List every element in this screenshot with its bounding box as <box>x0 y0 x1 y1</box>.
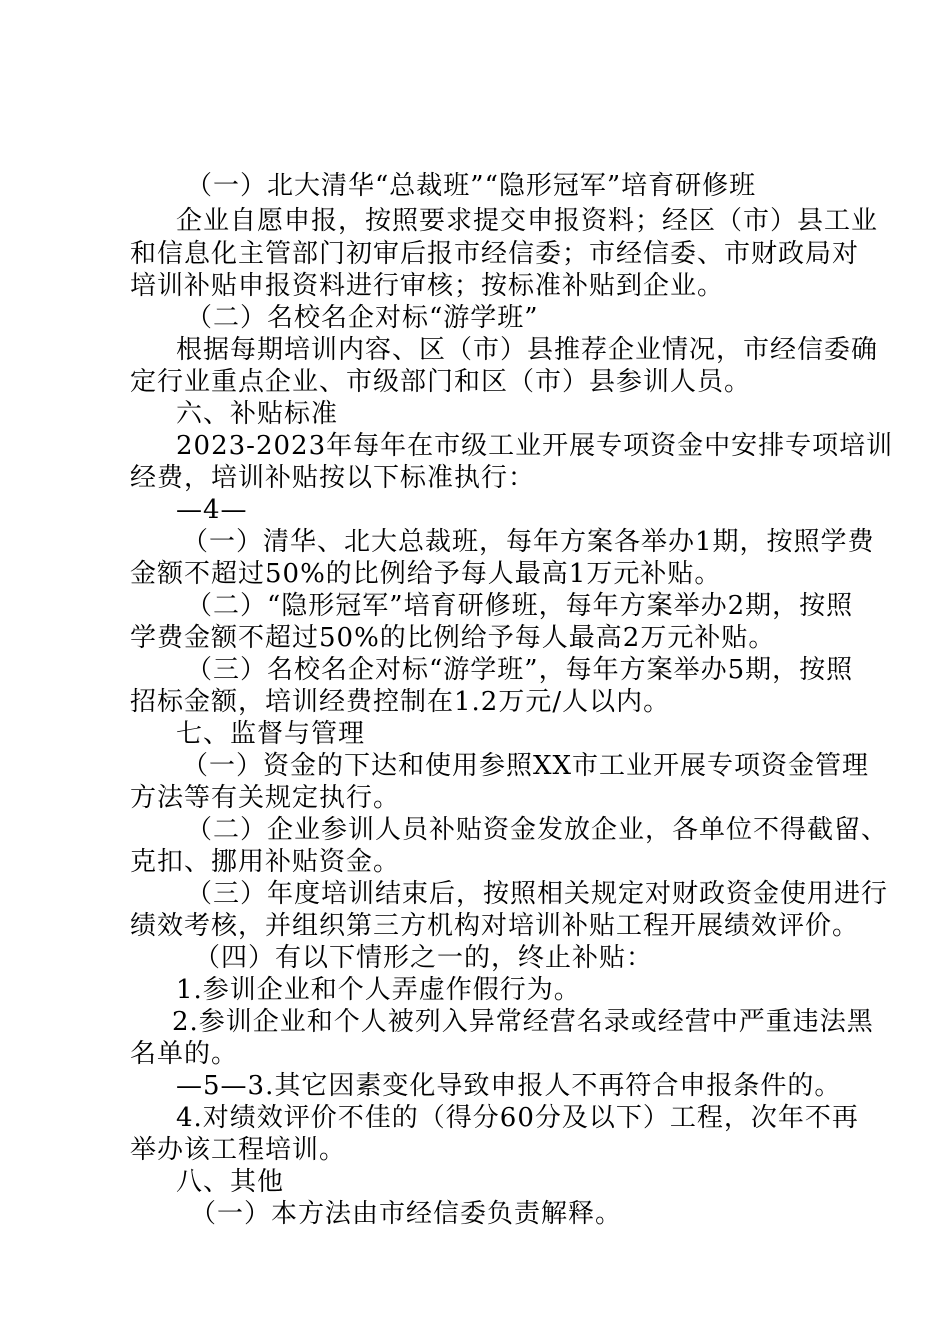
paragraph-line: （二）“隐形冠军”培育研修班，每年方案举办2期，按照 <box>186 591 854 621</box>
paragraph-line: （一）清华、北大总裁班，每年方案各举办1期，按照学费 <box>182 527 875 557</box>
paragraph-line: （四）有以下情形之一的，终止补贴： <box>194 943 654 973</box>
paragraph-line: 2023-2023年每年在市级工业开展专项资金中安排专项培训 <box>176 431 894 461</box>
paragraph-line: 学费金额不超过50%的比例给予每人最高2万元补贴。 <box>130 623 776 653</box>
paragraph-line: （三）名校名企对标“游学班”，每年方案举办5期，按照 <box>186 655 854 685</box>
list-item-2: 2.参训企业和个人被列入异常经营名录或经营中严重违法黑 <box>172 1007 874 1037</box>
list-item-4: 4.对绩效评价不佳的（得分60分及以下）工程，次年不再 <box>176 1103 859 1133</box>
list-item-3: —5—3.其它因素变化导致申报人不再符合申报条件的。 <box>176 1071 842 1101</box>
section-heading-1: （一）北大清华“总裁班”“隐形冠军”培育研修班 <box>186 171 757 201</box>
paragraph-line: 招标金额，培训经费控制在1.2万元/人以内。 <box>130 687 671 717</box>
paragraph-line: 和信息化主管部门初审后报市经信委；市经信委、市财政局对 <box>130 239 860 269</box>
paragraph-line: 企业自愿申报，按照要求提交申报资料；经区（市）县工业 <box>176 206 879 236</box>
paragraph-line: 名单的。 <box>130 1039 239 1069</box>
list-item-1: 1.参训企业和个人弄虚作假行为。 <box>176 975 581 1005</box>
chapter-heading-6: 六、补贴标准 <box>176 399 339 429</box>
paragraph-line: 举办该工程培训。 <box>130 1135 347 1165</box>
paragraph-line: （一）本方法由市经信委负责解释。 <box>190 1199 623 1229</box>
paragraph-line: 金额不超过50%的比例给予每人最高1万元补贴。 <box>130 559 722 589</box>
chapter-heading-7: 七、监督与管理 <box>176 719 366 749</box>
paragraph-line: 经费，培训补贴按以下标准执行： <box>130 463 536 493</box>
paragraph-line: 定行业重点企业、市级部门和区（市）县参训人员。 <box>130 367 752 397</box>
chapter-heading-8: 八、其他 <box>176 1167 285 1197</box>
paragraph-line: （三）年度培训结束后，按照相关规定对财政资金使用进行 <box>186 879 889 909</box>
paragraph-line: 培训补贴申报资料进行审核；按标准补贴到企业。 <box>130 271 725 301</box>
paragraph-line: 根据每期培训内容、区（市）县推荐企业情况，市经信委确 <box>176 335 879 365</box>
paragraph-line: （一）资金的下达和使用参照XX市工业开展专项资金管理 <box>182 751 870 781</box>
paragraph-line: （二）企业参训人员补贴资金发放企业，各单位不得截留、 <box>186 815 889 845</box>
paragraph-line: 绩效考核，并组织第三方机构对培训补贴工程开展绩效评价。 <box>130 911 860 941</box>
section-heading-2: （二）名校名企对标“游学班” <box>186 303 539 333</box>
paragraph-line: 方法等有关规定执行。 <box>130 783 401 813</box>
page-number: —4— <box>176 495 248 525</box>
paragraph-line: 克扣、挪用补贴资金。 <box>130 847 401 877</box>
